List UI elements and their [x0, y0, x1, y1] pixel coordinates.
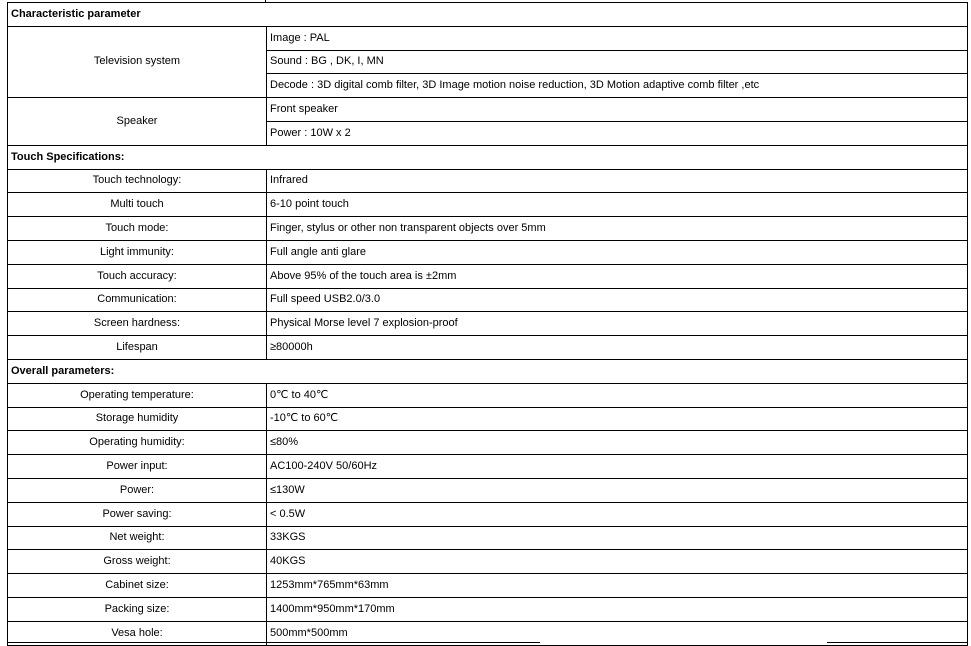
spec-row — [8, 597, 968, 621]
spec-label: Packing size: — [8, 597, 267, 621]
spec-value: Infrared — [267, 169, 968, 193]
spec-row — [8, 431, 968, 455]
spec-label: Lifespan — [8, 336, 267, 360]
spec-label: Multi touch — [8, 193, 267, 217]
spec-label: Storage humidity — [8, 407, 267, 431]
spec-label: Operating humidity: — [8, 431, 267, 455]
spec-value: 1400mm*950mm*170mm — [267, 597, 968, 621]
spec-label: Cabinet size: — [8, 574, 267, 598]
spec-row — [8, 240, 968, 264]
section-title: Touch Specifications: — [8, 145, 968, 169]
spec-value: Full angle anti glare — [267, 240, 968, 264]
spec-label: Gross weight: — [8, 550, 267, 574]
spec-value: 0℃ to 40℃ — [267, 383, 968, 407]
spec-value: 33KGS — [267, 526, 968, 550]
spec-label: Net weight: — [8, 526, 267, 550]
spec-row — [8, 98, 968, 122]
spec-label: Communication: — [8, 288, 267, 312]
spec-row — [8, 169, 968, 193]
spec-label: Vesa hole: — [8, 621, 267, 645]
spec-value: 6-10 point touch — [267, 193, 968, 217]
spec-value: Full speed USB2.0/3.0 — [267, 288, 968, 312]
spec-row — [8, 264, 968, 288]
spec-table-body — [8, 3, 968, 646]
spec-value: ≤80% — [267, 431, 968, 455]
spec-sheet — [7, 2, 967, 646]
spec-row — [8, 217, 968, 241]
spec-label: Power: — [8, 478, 267, 502]
spec-label: Touch mode: — [8, 217, 267, 241]
spec-value: 1253mm*765mm*63mm — [267, 574, 968, 598]
spec-value: Image : PAL — [267, 26, 968, 50]
section-header-row — [8, 359, 968, 383]
spec-value: Front speaker — [267, 98, 968, 122]
spec-value: Finger, stylus or other non transparent objects over 5mm — [267, 217, 968, 241]
spec-row — [8, 550, 968, 574]
spec-row — [8, 526, 968, 550]
spec-label: Speaker — [8, 98, 267, 146]
spec-label: Touch technology: — [8, 169, 267, 193]
spec-label: Screen hardness: — [8, 312, 267, 336]
spec-value: -10℃ to 60℃ — [267, 407, 968, 431]
spec-label: Light immunity: — [8, 240, 267, 264]
spec-row — [8, 407, 968, 431]
spec-row — [8, 502, 968, 526]
spec-value: AC100-240V 50/60Hz — [267, 455, 968, 479]
spec-value: Power : 10W x 2 — [267, 121, 968, 145]
spec-row — [8, 383, 968, 407]
spec-value: ≤130W — [267, 478, 968, 502]
spec-row — [8, 193, 968, 217]
spec-label: Touch accuracy: — [8, 264, 267, 288]
spec-table — [7, 2, 968, 646]
spec-row — [8, 478, 968, 502]
section-title: Overall parameters: — [8, 359, 968, 383]
section-header-row — [8, 3, 968, 27]
spec-label: Operating temperature: — [8, 383, 267, 407]
spec-value: 40KGS — [267, 550, 968, 574]
spec-label: Power saving: — [8, 502, 267, 526]
spec-label: Television system — [8, 26, 267, 97]
spec-row — [8, 26, 968, 50]
section-header-row — [8, 145, 968, 169]
spec-row — [8, 288, 968, 312]
spec-row — [8, 455, 968, 479]
spec-value: Sound : BG , DK, I, MN — [267, 50, 968, 74]
spec-row — [8, 336, 968, 360]
spec-label: Power input: — [8, 455, 267, 479]
spec-value: Above 95% of the touch area is ±2mm — [267, 264, 968, 288]
bottom-rule-right — [827, 642, 967, 643]
bottom-rule-left — [7, 642, 540, 643]
section-title: Characteristic parameter — [8, 3, 968, 27]
spec-value: ≥80000h — [267, 336, 968, 360]
spec-row — [8, 312, 968, 336]
spec-value: < 0.5W — [267, 502, 968, 526]
spec-value: 500mm*500mm — [267, 621, 968, 645]
spec-value: Physical Morse level 7 explosion-proof — [267, 312, 968, 336]
spec-value: Decode : 3D digital comb filter, 3D Image motion noise reduction, 3D Motion adaptive comb filter ,etc — [267, 74, 968, 98]
spec-row — [8, 574, 968, 598]
